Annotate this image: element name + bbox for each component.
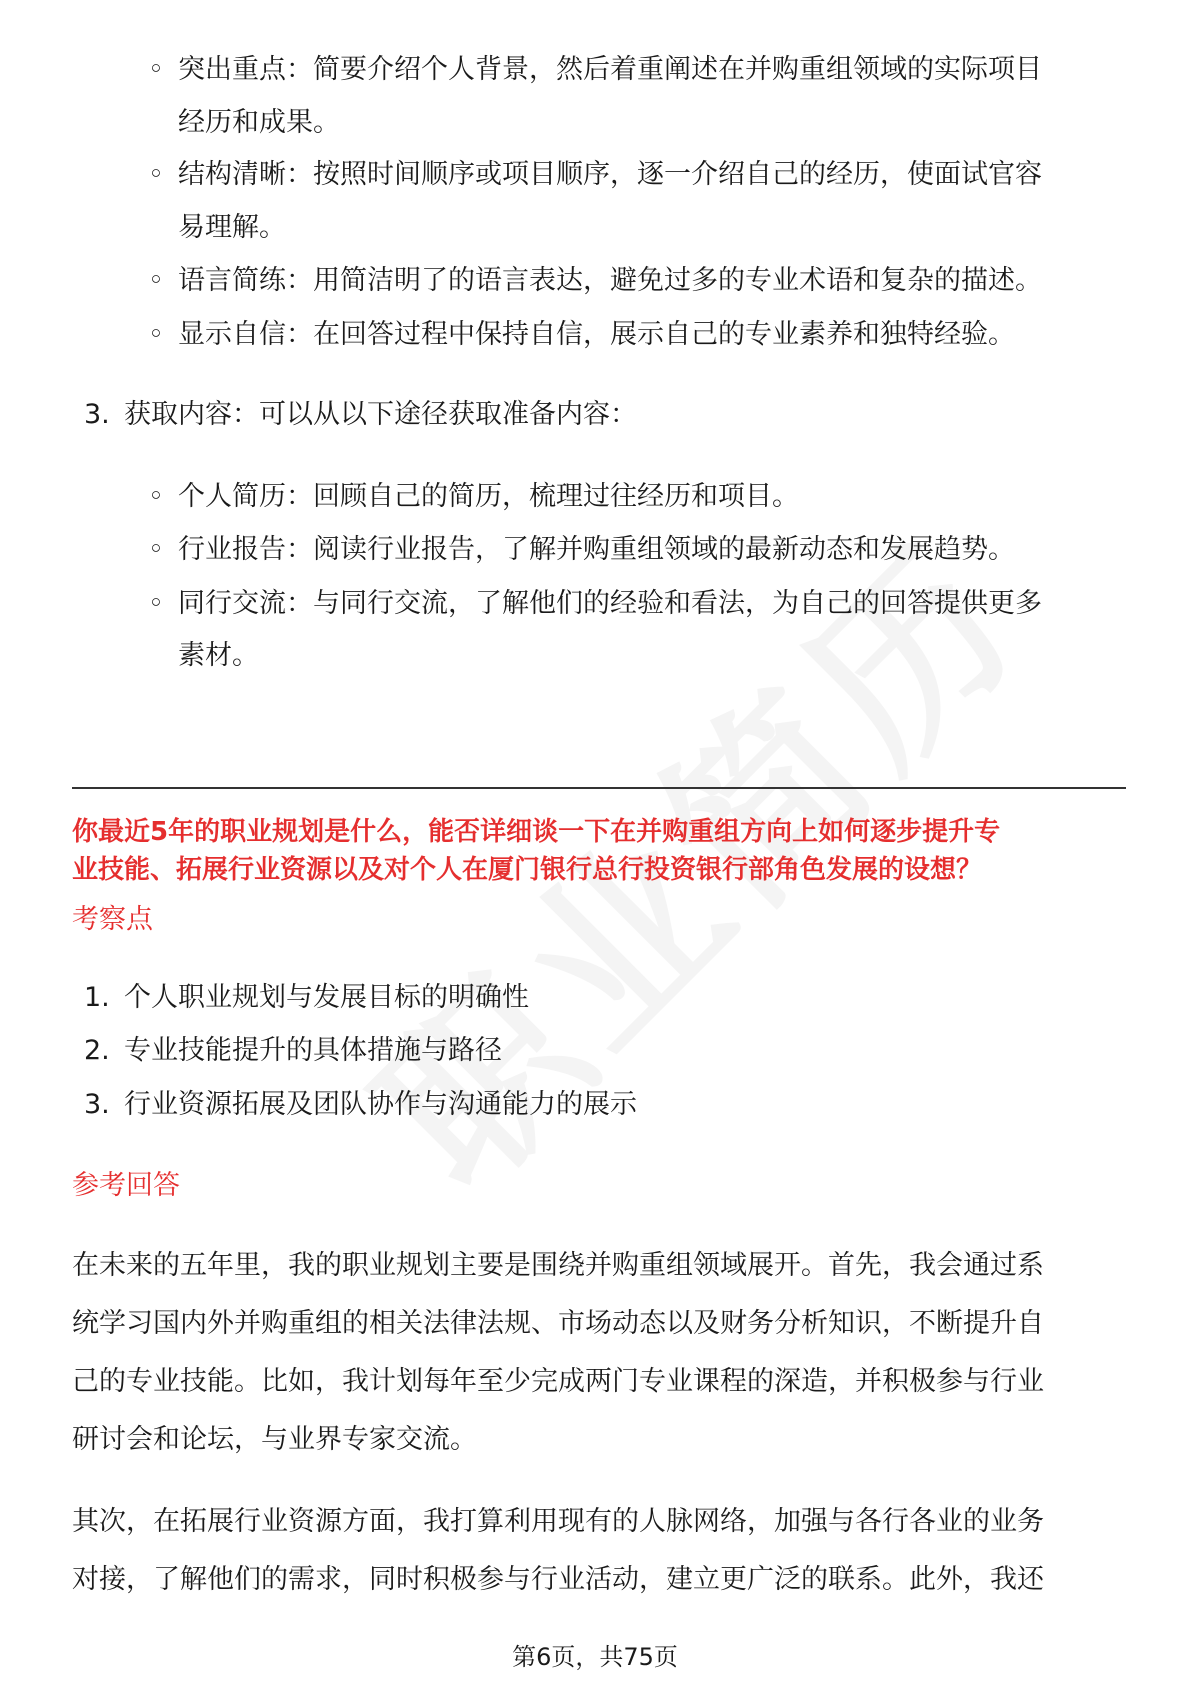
item-number: 3.: [84, 399, 110, 430]
bullet-icon: ◦: [148, 265, 164, 296]
item-text: 专业技能提升的具体措施与路径: [124, 1035, 502, 1066]
list-item-text: 突出重点：简要介绍个人背景，然后着重阐述在并购重组领域的实际项目: [178, 54, 1042, 85]
item-text: 个人职业规划与发展目标的明确性: [124, 982, 529, 1013]
bullet-icon: ◦: [148, 159, 164, 190]
item-number: 3.: [84, 1089, 110, 1120]
bullet-icon: ◦: [148, 534, 164, 565]
answer-paragraph: 其次，在拓展行业资源方面，我打算利用现有的人脉网络，加强与各行各业的业务 对接，了解他们的需求，同时积极参与行业活动，建立更广泛的联系。此外，我还: [72, 1506, 1044, 1595]
list-item-text: 结构清晰：按照时间顺序或项目顺序，逐一介绍自己的经历，使面试官容: [178, 159, 1042, 190]
item-text: 获取内容：可以从以下途径获取准备内容：: [124, 399, 637, 430]
item-text: 行业资源拓展及团队协作与沟通能力的展示: [124, 1089, 637, 1120]
list-item-text: 语言简练：用简洁明了的语言表达，避免过多的专业术语和复杂的描述。: [178, 265, 1042, 296]
answer-paragraph: 在未来的五年里，我的职业规划主要是围绕并购重组领域展开。首先，我会通过系 统学习国内外并购重组的相关法律法规、市场动态以及财务分析知识，不断提升自 己的专业技能。比如，我计划每年至少完成两门专业课程的深造，并积极参与行业 研讨会和论坛，与业界专家交流。: [72, 1250, 1044, 1455]
item-number: 2.: [84, 1035, 110, 1066]
document-page: ◦ 突出重点：简要介绍个人背景，然后着重阐述在并购重组领域的实际项目 经历和成果。 ◦ 结构清晰：按照时间顺序或项目顺序，逐一介绍自己的经历，使面试官容 易理解。 ◦ 语言简练：用简洁明了的语言表达，避免过多的专业术语和复杂的描述。 ◦ 显示自信：在回答过程中保持自信，展示自己的专业素养和独特经验。 3. 获取内容：可以从以下途径获取准备内容： ◦ 个人简历：回顾自己的简历，梳理过往经历和项目。 ◦ 行业报告：阅读行业报告，了解并购重组领域的最新动态和发展趋势。 ◦ 同行交流：与同行交流，了解他们的经验和看法，为自己的回答提供更多 素材。 你最近5年的职业规划是什么，能否详细谈一下在并购重组方向上如何逐步提升专 业技能、拓展行业资源以及对个人在厦门银行总行投资银行部角色发展的设想？ 考察点 1. 个人职业规划与发展目标的明确性 2. 专业技能提升的具体措施与路径 3. 行业资源拓展及团队协作与沟通能力的展示 参考回答 在未来的五年里，我的职业规划主要是围绕并购重组领域展开。首先，我会通过系 统学习国内外并购重组的相关法律法规、市场动态以及财务分析知识，不断提升自 己的专业技能。比如，我计划每年至少完成两门专业课程的深造，并积极参与行业 研讨会和论坛，与业界专家交流。 其次，在拓展行业资源方面，我打算利用现有的人脉网络，加强与各行各业的业务 对接，了解他们的需求，同时积极参与行业活动，建立更广泛的联系。此外，我还 第6页，共75页: [0, 0, 1190, 1684]
list-item-text: 个人简历：回顾自己的简历，梳理过往经历和项目。: [178, 481, 799, 512]
question-title: 你最近5年的职业规划是什么，能否详细谈一下在并购重组方向上如何逐步提升专 业技能、拓展行业资源以及对个人在厦门银行总行投资银行部角色发展的设想？: [72, 817, 1001, 885]
item-number: 1.: [84, 982, 110, 1013]
list-item-text: 显示自信：在回答过程中保持自信，展示自己的专业素养和独特经验。: [178, 319, 1015, 350]
page-number: 第6页，共75页: [512, 1643, 678, 1671]
bullet-icon: ◦: [148, 54, 164, 85]
section-divider: [72, 787, 1126, 789]
bullet-icon: ◦: [148, 588, 164, 619]
list-item-text: 同行交流：与同行交流，了解他们的经验和看法，为自己的回答提供更多: [178, 588, 1042, 619]
assessment-heading: 考察点: [72, 904, 153, 935]
list-item-text: 行业报告：阅读行业报告，了解并购重组领域的最新动态和发展趋势。: [178, 534, 1015, 565]
bullet-icon: ◦: [148, 481, 164, 512]
answer-heading: 参考回答: [72, 1170, 180, 1201]
bullet-icon: ◦: [148, 319, 164, 350]
